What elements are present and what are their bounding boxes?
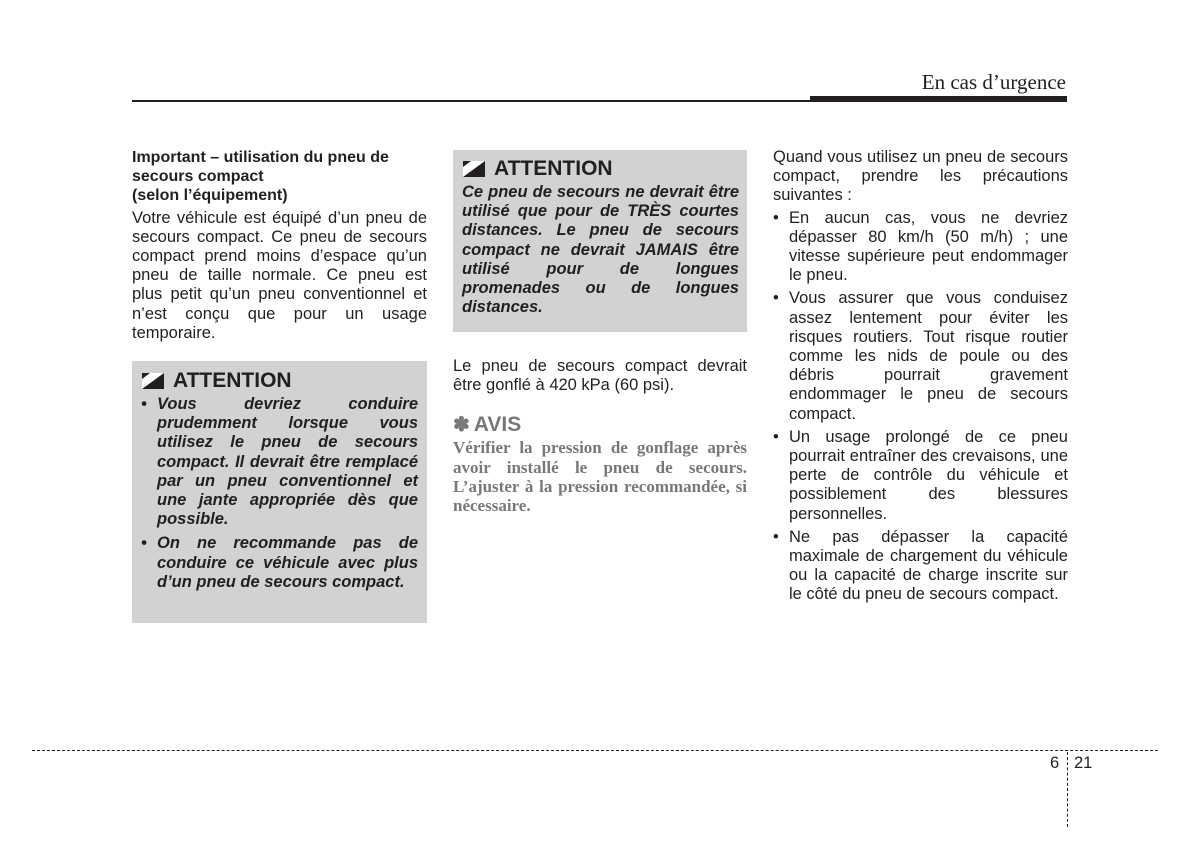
attention-list xyxy=(141,395,418,592)
subheading-line: (selon l’équipement) xyxy=(132,187,288,205)
bullet: • xyxy=(773,289,779,308)
subheading-line: secours compact xyxy=(132,168,264,186)
avis-text: Vérifier la pression de gonflage après avoir installé le pneu de secours. L’ajuster à la pression recommandée, si nécessaire. xyxy=(453,438,747,516)
warning-icon xyxy=(141,372,165,390)
attention-title: ATTENTION xyxy=(494,157,613,180)
bullet: • xyxy=(773,427,779,446)
column-right xyxy=(773,148,1068,609)
attention-heading xyxy=(141,367,418,395)
attention-text: Ce pneu de secours ne devrait être utilisé que pour de TRÈS courtes distances. Le pneu de secours compact ne devrait JAMAIS être utilisé pour de longues promenades ou de longues distances. xyxy=(462,183,739,317)
list-item xyxy=(141,395,418,529)
attention-heading xyxy=(462,155,739,183)
precaution-text: Ne pas dépasser la capacité maximale de chargement du véhicule ou la capacité de charge inscrite sur le côté du pneu de secours compact. xyxy=(789,527,1068,604)
header-rule-accent xyxy=(810,96,1067,102)
column-middle xyxy=(453,148,747,515)
header-rule xyxy=(132,100,810,102)
precaution-text: En aucun cas, vous ne devriez dépasser 80 km/h (50 m/h) ; une vitesse supérieure peut endommager le pneu. xyxy=(789,208,1068,285)
precautions-list xyxy=(773,209,1068,605)
asterisk-icon: ✽ xyxy=(453,414,470,437)
list-item xyxy=(773,428,1068,524)
bullet: • xyxy=(773,527,779,546)
list-item xyxy=(773,528,1068,605)
subheading xyxy=(132,148,427,206)
list-item xyxy=(141,534,418,592)
attention-item-text: Vous devriez conduire prudemment lorsque vous utilisez le pneu de secours compact. Il devrait être remplacé par un pneu conventionnel et une jante appropriée dès que possible. xyxy=(157,395,418,529)
bullet: • xyxy=(773,208,779,227)
attention-box xyxy=(453,150,747,332)
inflation-paragraph: Le pneu de secours compact devrait être gonflé à 420 kPa (60 psi). xyxy=(453,357,747,395)
column-left xyxy=(132,148,427,623)
avis-title: AVIS xyxy=(473,413,522,437)
warning-icon xyxy=(462,160,486,178)
list-item xyxy=(773,289,1068,423)
footer-rule xyxy=(32,750,1158,751)
attention-box xyxy=(132,361,427,623)
attention-item-text: On ne recommande pas de conduire ce véhicule avec plus d’un pneu de secours compact. xyxy=(157,534,418,591)
avis-heading xyxy=(453,412,747,438)
page-number: 21 xyxy=(1074,754,1093,772)
bullet: • xyxy=(141,395,147,414)
intro-paragraph: Votre véhicule est équipé d’un pneu de secours compact. Ce pneu de secours compact prend moins d’espace qu’un pneu de taille normale. Ce pneu est plus petit qu’un pneu conventionnel et n’est conçu que pour un usage temporaire. xyxy=(132,208,427,342)
chapter-number: 6 xyxy=(1050,754,1060,772)
footer-divider xyxy=(1067,752,1068,827)
precaution-text: Un usage prolongé de ce pneu pourrait entraîner des crevaisons, une perte de contrôle du véhicule et possiblement des blessures personnelles. xyxy=(789,427,1068,523)
bullet: • xyxy=(141,534,147,553)
list-item xyxy=(773,209,1068,286)
precaution-text: Vous assurer que vous conduisez assez lentement pour éviter les risques routiers. Tout risque routier comme les nids de poule ou des débris pourrait gravement endommager le pneu de secours compact. xyxy=(789,289,1068,423)
precautions-intro: Quand vous utilisez un pneu de secours compact, prendre les précautions suivantes : xyxy=(773,148,1068,205)
attention-title: ATTENTION xyxy=(173,369,292,393)
section-title: En cas d’urgence xyxy=(921,70,1066,94)
subheading-line: Important – utilisation du pneu de xyxy=(132,149,389,166)
